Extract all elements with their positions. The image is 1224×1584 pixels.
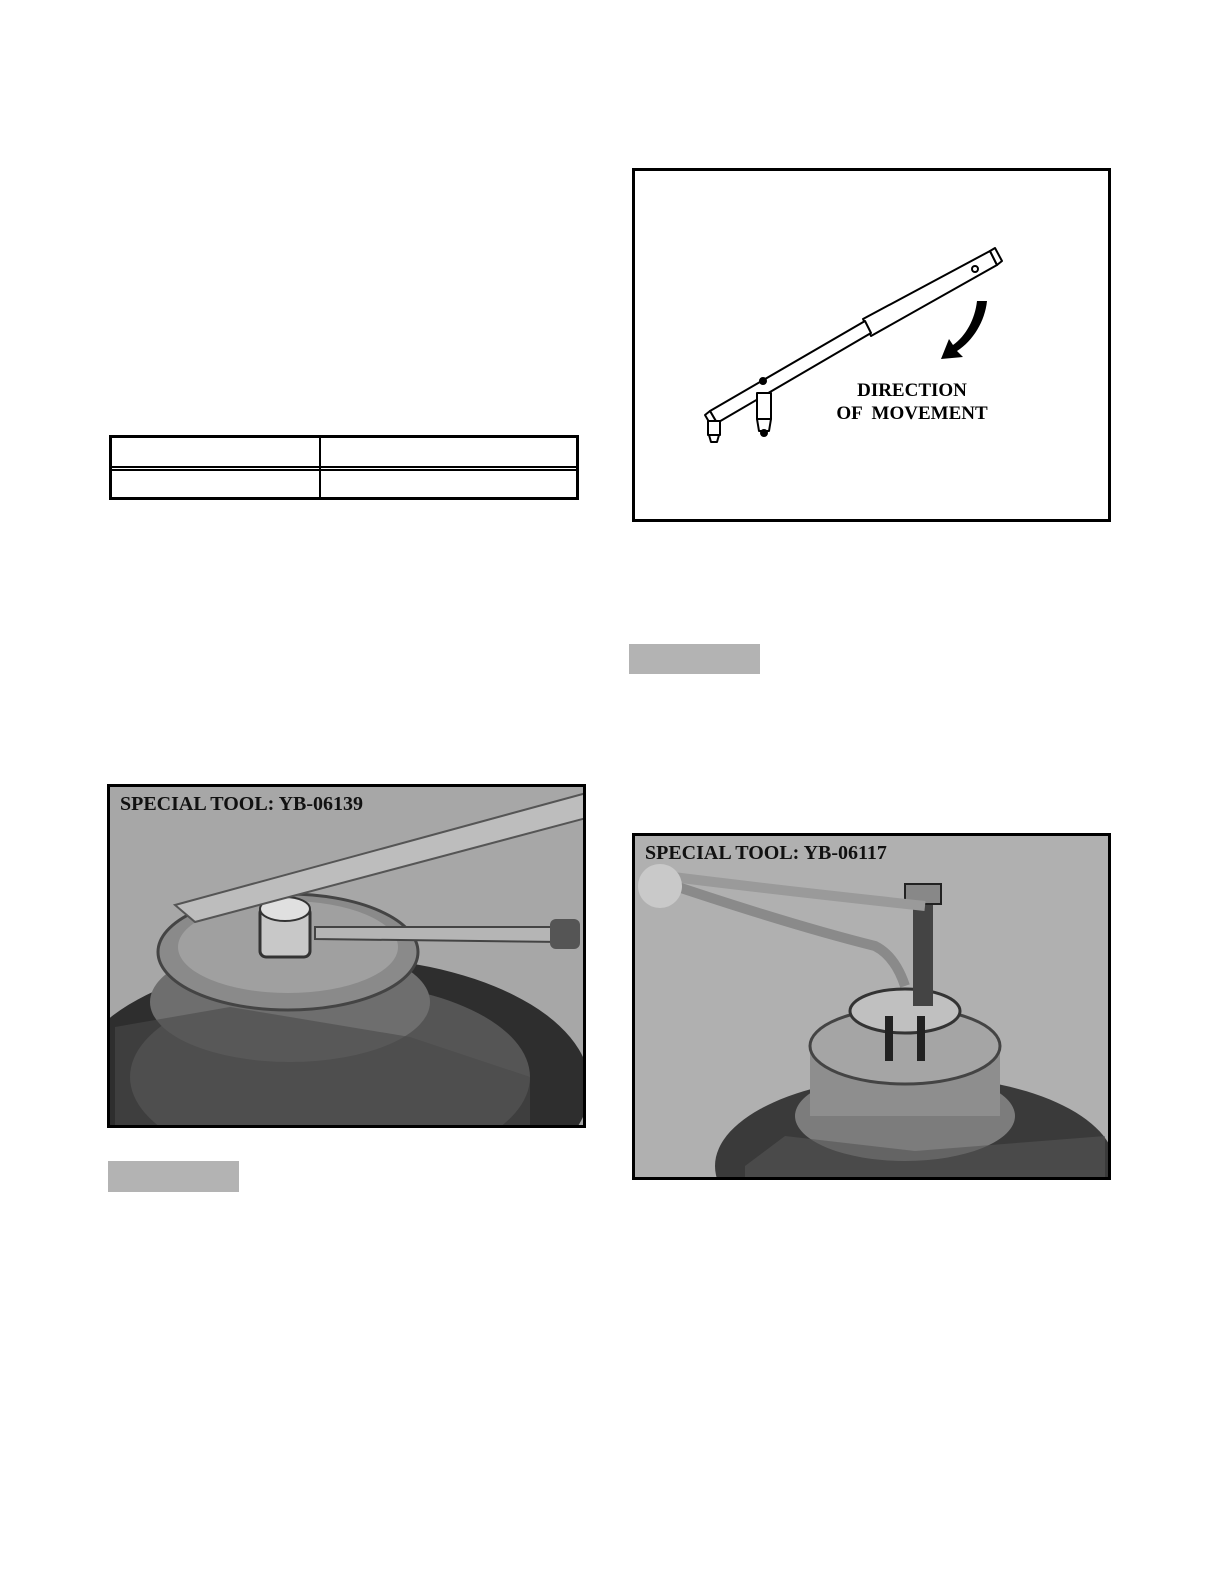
tool-diagram [632,168,1111,522]
spec-table [109,435,579,500]
table-column-divider [319,438,321,497]
direction-label-line1: DIRECTION [857,380,967,401]
photo-left-caption: SPECIAL TOOL: YB-06139 [120,793,364,815]
photo-left-illustration [110,787,583,1125]
photo-special-tool-right [632,833,1111,1180]
direction-label-line2: OF MOVEMENT [836,403,988,424]
spanner-wrench-drawing [635,171,1108,519]
photo-special-tool-left [107,784,586,1128]
section-tab-left [108,1161,239,1192]
direction-arrow-icon [941,301,987,359]
photo-right-illustration [635,836,1108,1177]
photo-right-caption: SPECIAL TOOL: YB-06117 [645,842,887,864]
table-header-rule [112,466,576,471]
direction-label [827,379,997,425]
section-tab-right [629,644,760,674]
